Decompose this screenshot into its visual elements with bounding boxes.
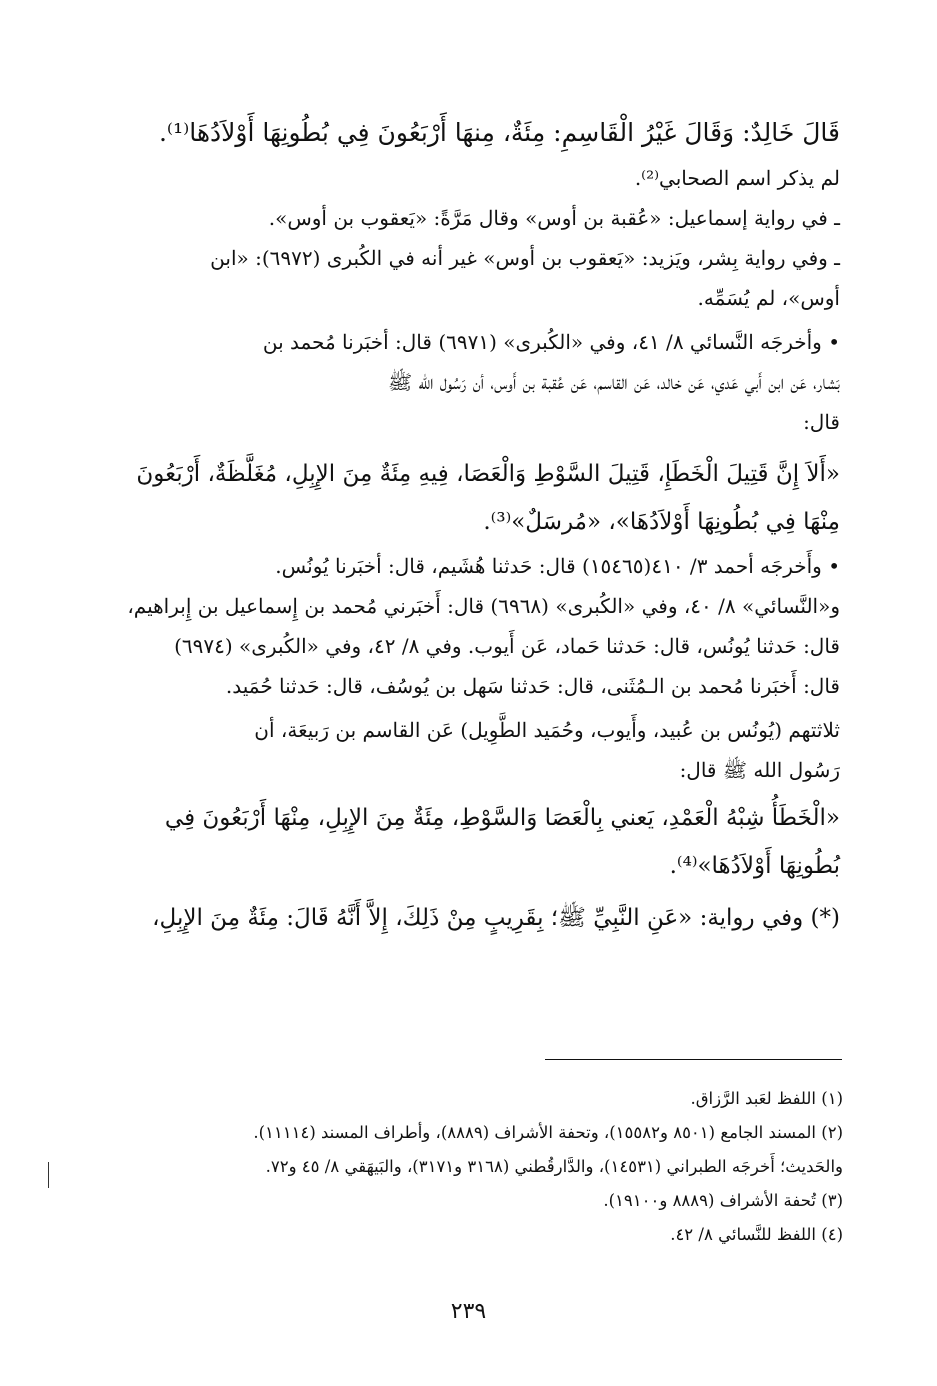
footnote: (١) اللفظ لعَبد الرَّزاق. [690, 1089, 843, 1108]
margin-mark [48, 1162, 49, 1188]
page-number: ٢٣٩ [450, 1299, 487, 1324]
footnote: (٢) المسند الجامع (٨٥٠١ و١٥٥٨٢)، وتحفة الأشراف (٨٨٨٩)، وأطراف المسند (١١١١٤). [253, 1123, 843, 1142]
footnote-divider [545, 1059, 842, 1060]
footnotes [108, 1082, 843, 1252]
note-line: أوس»، لم يُسَمِّه. [697, 286, 840, 310]
hadith-line: «أَلاَ إِنَّ قَتِيلَ الْخَطَإِ، قَتِيلَ السَّوْطِ وَالْعَصَا، فِيهِ مِئَةٌ مِنَ الإِبِلِ، مُغَلَّظَةٌ، أَرْبَعُونَ [136, 461, 840, 487]
hadith-line: قَالَ خَالِدٌ: وَقَالَ غَيْرُ الْقَاسِمِ: مِئَةٌ، مِنهَا أَرْبَعُونَ فِي بُطُونِهَا أَوْلاَدُهَا⁽¹⁾. [158, 118, 840, 147]
note-line: ـ في رواية إسماعيل: «عُقبة بن أوس» وقال مَرَّةً: «يَعقوب بن أوس». [268, 206, 840, 230]
narration-line: قال: أَخبَرنا مُحمد بن الـمُثَنى، قال: حَدثنا سَهل بن يُوسُف، قال: حَدثنا حُمَيد. [225, 674, 840, 698]
hadith-line: بُطُونِهَا أَوْلاَدُهَا»⁽⁴⁾. [669, 853, 840, 879]
note-line: ـ وفي رواية بِشر، ويَزيد: «يَعقوب بن أوس» غير أنه في الكُبرى (٦٩٧٢): «ابن [210, 246, 840, 270]
footnote: (٣) تُحفة الأشراف (٨٨٨٩ و١٩١٠٠). [603, 1191, 843, 1210]
narration-line: قال: حَدثنا يُونُس، قال: حَدثنا حَماد، عَن أَيوب. وفي ٨/ ٤٢، وفي «الكُبرى» (٦٩٧٤) [174, 634, 840, 658]
narration-line: و«النَّسائي» ٨/ ٤٠، وفي «الكُبرى» (٦٩٦٨) قال: أَخبَرني مُحمد بن إِسماعيل بن إِبراهيم، [127, 594, 840, 618]
hadith-line: «الْخَطَأُ شِبْهُ الْعَمْدِ، يَعني بِالْعَصَا وَالسَّوْطِ، مِئَةٌ مِنَ الإِبِلِ، مِنْهَا أَرْبَعُونَ فِي [164, 805, 840, 831]
narration-line: • وأخرجَه النَّسائي ٨/ ٤١، وفي «الكُبرى» (٦٩٧١) قال: أخبَرنا مُحمد بن [262, 330, 840, 354]
main-text [108, 108, 840, 942]
narration-line: • وأَخرجَه أحمد ٣/ ٤١٠(١٥٤٦٥) قال: حَدثنا هُشَيم، قال: أخبَرنا يُونُس. [275, 554, 840, 578]
footnote: والحَديث؛ أَخرجَه الطبراني (١٤٥٣١)، والدَّارقُطني (٣١٦٨ و٣١٧١)، والبَيهَقي ٨/ ٤٥ و٧٢. [265, 1157, 843, 1176]
note-line: لم يذكر اسم الصحابي⁽²⁾. [634, 166, 840, 190]
footnote: (٤) اللفظ للنَّسائي ٨/ ٤٢. [670, 1225, 843, 1244]
narration-line: بَشار، عَن ابن أَبي عَدي، عَن خالد، عَن القاسم، عَن عُقبة بن أَوس، أن رَسُول الله ﷺ [387, 370, 840, 394]
narration-line: ثلاثتهم (يُونُس بن عُبيد، وأَيوب، وحُمَيد الطَّوِيل) عَن القاسم بن رَبيعَة، أن [254, 718, 840, 742]
hadith-line: مِنْهَا فِي بُطُونِهَا أَوْلاَدُهَا»، «مُرسَلٌ»⁽³⁾. [483, 509, 840, 535]
hadith-line: (*) وفي رواية: «عَنِ النَّبِيِّ ﷺ؛ بِقَرِيبٍ مِنْ ذَلِكَ، إِلاَّ أَنَّهُ قَالَ: مِئَةٌ مِنَ الإِبِلِ، [152, 905, 840, 931]
narration-line: رَسُول الله ﷺ قال: [679, 758, 840, 782]
narration-line: قال: [803, 410, 840, 434]
